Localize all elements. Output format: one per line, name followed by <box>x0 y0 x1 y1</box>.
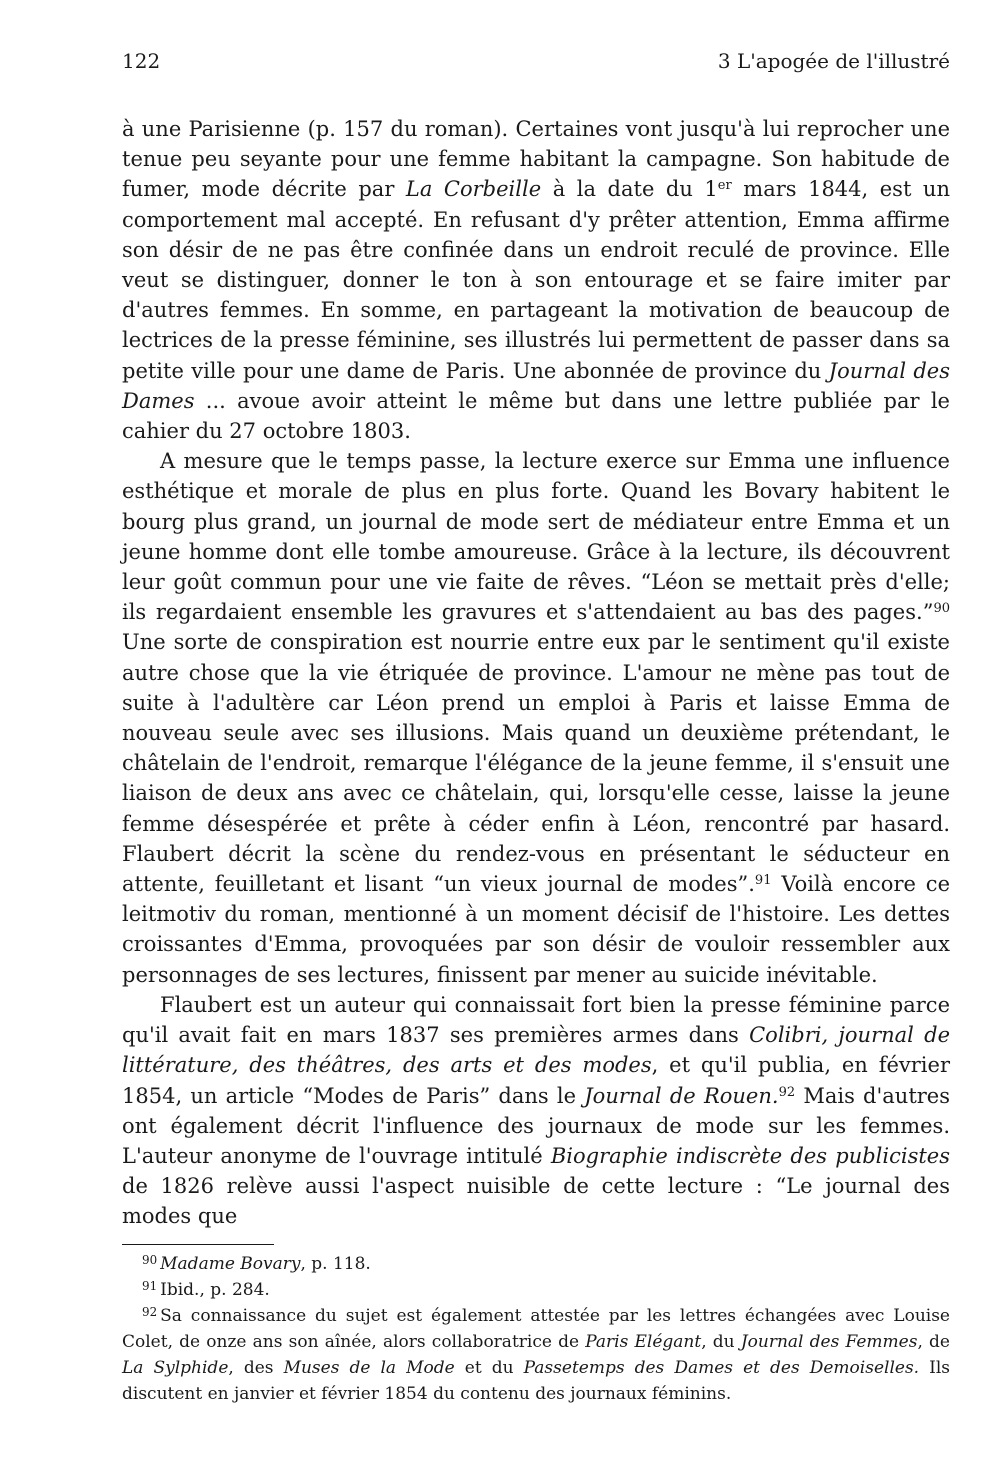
footnote-number: 92 <box>142 1304 158 1319</box>
footnotes <box>122 1251 950 1407</box>
paragraph: à une Parisienne (p. 157 du roman). Certaines vont jusqu'à lui reprocher une tenue peu seyante pour une femme habitant la campagne. Son habitude de fumer, mode décrite par La Corbeille à la date du 1er mars 1844, est un comportement mal accepté. En refusant d'y prêter attention, Emma affirme son désir de ne pas être confinée dans un endroit reculé de province. Elle veut se distinguer, donner le ton à son entourage et se faire imiter par d'autres femmes. En somme, en partageant la motivation de beaucoup de lectrices de la presse féminine, ses illustrés lui permettent de passer dans sa petite ville pour une dame de Paris. Une abonnée de province du Journal des Dames ... avoue avoir atteint le même but dans une lettre publiée par le cahier du 27 octobre 1803. <box>122 117 950 444</box>
italic-title: Paris Elégant <box>585 1332 702 1352</box>
italic-title: Journal des Femmes <box>740 1332 918 1352</box>
italic-title: Passetemps des Dames et des Demoiselles. <box>523 1358 920 1378</box>
italic-title: Colibri, journal de littérature, des théâtres, des arts et des modes <box>122 1023 951 1078</box>
italic-title: Journal de Rouen. <box>584 1083 779 1108</box>
italic-title: La Corbeille <box>405 177 542 202</box>
footnote-reference: 91 <box>754 872 772 888</box>
italic-title: Muses de la Mode <box>283 1358 455 1378</box>
italic-title: Biographie indiscrète des publicistes <box>550 1143 951 1168</box>
footnote-reference: 90 <box>933 601 950 617</box>
paragraph: Flaubert est un auteur qui connaissait fort bien la presse féminine parce qu'il avait fait en mars 1837 ses premières armes dans Colibri, journal de littérature, des théâtres, des arts et des modes, et qu'il publia, en février 1854, un article “Modes de Paris” dans le Journal de Rouen.$^{92}$ Mais d'autres ont également décrit l'influence des journaux de mode sur les femmes. L'auteur anonyme de l'ouvrage intitulé Biographie indiscrète des publicistes de 1826 relève aussi l'aspect nuisible de cette lecture : “Le journal des modes que <box>122 992 951 1229</box>
footnote-reference: er <box>717 178 732 194</box>
italic-title: Journal des Dames <box>122 358 950 413</box>
footnote-separator <box>122 1244 274 1245</box>
footnote-text: Ibid., p. 284. <box>160 1280 270 1300</box>
running-head <box>122 46 950 76</box>
italic-title: La Sylphide <box>122 1358 229 1378</box>
body-text <box>122 114 950 1232</box>
footnote-reference: 92 <box>778 1084 796 1100</box>
page-number: 122 <box>122 49 161 73</box>
footnote-text: Sa connaissance du sujet est également attestée par les lettres échangées avec Louise Colet, de onze ans son aînée, alors collaboratrice de Paris Elégant, du Journal des Femmes, de La Sylphide, des Muses de la Mode et du Passetemps des Dames et des Demoiselles. Ils discutent en janvier et février 1854 du contenu des journaux féminins. <box>122 1306 951 1404</box>
footnote <box>122 1251 950 1277</box>
book-page <box>122 0 950 1462</box>
footnote <box>122 1277 950 1303</box>
chapter-running-title: 3 L'apogée de l'illustré <box>717 49 950 73</box>
paragraph: A mesure que le temps passe, la lecture exerce sur Emma une influence esthétique et morale de plus en plus forte. Quand les Bovary habitent le bourg plus grand, un journal de mode sert de médiateur entre Emma et un jeune homme dont elle tombe amoureuse. Grâce à la lecture, ils découvrent leur goût commun pour une vie faite de rêves. “Léon se mettait près d'elle; ils regardaient ensemble les gravures et s'attendaient au bas des pages.”$^{90}$ Une sorte de conspiration est nourrie entre eux par le sentiment qu'il existe autre chose que la vie étriquée de province. L'amour ne mène pas tout de suite à l'adultère car Léon prend un emploi à Paris et laisse Emma de nouveau seule avec ses illusions. Mais quand un deuxième prétendant, le châtelain de l'endroit, remarque l'élégance de la jeune femme, il s'ensuit une liaison de deux ans avec ce châtelain, qui, lorsqu'elle cesse, laisse la jeune femme désespérée et prête à céder enfin à Léon, rencontré par hasard. Flaubert décrit la scène du rendez-vous en présentant le séducteur en attente, feuilletant et lisant “un vieux journal de modes”.$^{91}$ Voilà encore ce leitmotiv du roman, mentionné à un moment décisif de l'histoire. Les dettes croissantes d'Emma, provoquées par son désir de vouloir ressembler aux personnages de ses lectures, finissent par mener au suicide inévitable. <box>122 449 950 987</box>
italic-title: Madame Bovary <box>160 1254 301 1274</box>
footnote-number: 90 <box>142 1252 158 1267</box>
footnote-number: 91 <box>142 1278 158 1293</box>
footnote-text: Madame Bovary, p. 118. <box>160 1254 371 1274</box>
footnote <box>122 1303 950 1407</box>
